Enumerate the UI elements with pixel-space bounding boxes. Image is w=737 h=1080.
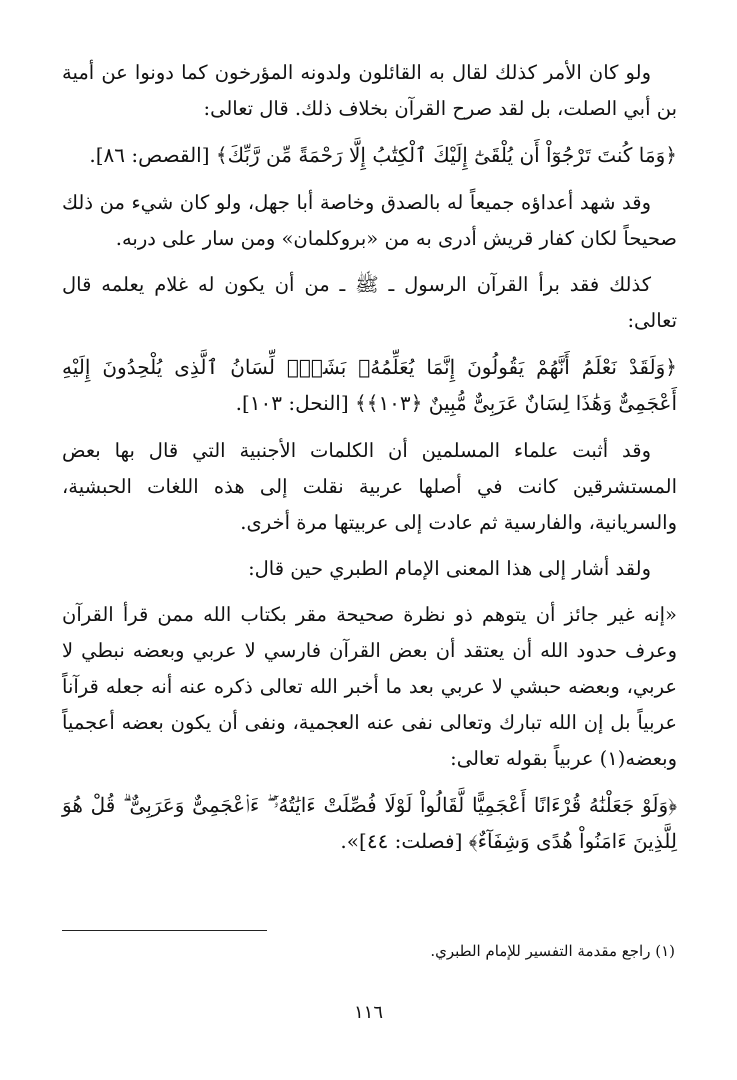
paragraph-scholars: وقد أثبت علماء المسلمين أن الكلمات الأجنبية التي قال بها بعض المستشرقين كانت في أصلها عربية نقلت إلى هذه اللغات الحبشية، والسريانية، والفارسية ثم عادت إلى عربيتها مرة أخرى. <box>62 439 677 534</box>
footnote-divider <box>62 930 267 931</box>
quran-verse-fussilat: ﴿وَلَوْ جَعَلْنَٰهُ قُرْءَانًا أَعْجَمِيًّا لَّقَالُواْ لَوْلَا فُصِّلَتْ ءَايَٰتُهُۥٓ ۖ ءَا۬عْجَمِىٌّ وَعَرَبِىٌّ ۗ قُلْ هُوَ لِلَّذِينَ ءَامَنُواْ هُدًى وَشِفَآءٌ﴾ [فصلت: ٤٤]». <box>62 793 677 853</box>
main-text <box>62 55 677 871</box>
paragraph-tabari-intro: ولقد أشار إلى هذا المعنى الإمام الطبري حين قال: <box>248 557 651 580</box>
tabari-quote: «إنه غير جائز أن يتوهم ذو نظرة صحيحة مقر بكتاب الله ممن قرأ القرآن وعرف حدود الله أن يعتقد أن بعض القرآن فارسي لا عربي وبعضه نبطي لا عربي، وبعضه حبشي لا عربي بعد ما أخبر الله تعالى ذكره عنه أنه جعله قرآناً عربياً بل إن الله تبارك وتعالى نفى عنه العجمية، ونفى أن يكون بعضه أعجمياً وبعضه(١) عربياً بقوله تعالى: <box>62 603 677 770</box>
page-number: ١١٦ <box>353 1002 383 1023</box>
paragraph-testimony: وقد شهد أعداؤه جميعاً له بالصدق وخاصة أبا جهل، ولو كان شيء من ذلك صحيحاً لكان كفار قريش أدرى به من «بروكلمان» ومن سار على دربه. <box>62 191 677 250</box>
paragraph-intro: ولو كان الأمر كذلك لقال به القائلون ولدونه المؤرخون كما دونوا عن أمية بن أبي الصلت، بل لقد صرح القرآن بخلاف ذلك. قال تعالى: <box>62 61 677 120</box>
footnote: (١) راجع مقدمة التفسير للإمام الطبري. <box>430 942 675 960</box>
quran-verse-nahl: ﴿وَلَقَدْ نَعْلَمُ أَنَّهُمْ يَقُولُونَ إِنَّمَا يُعَلِّمُهُۥ بَشَرٌۗ لِّسَانُ ٱلَّذِى يُلْحِدُونَ إِلَيْهِ أَعْجَمِىٌّ وَهَٰذَا لِسَانٌ عَرَبِىٌّ مُّبِينٌ ﴿١٠٣﴾﴾ [النحل: ١٠٣]. <box>62 355 677 415</box>
paragraph-acquittal: كذلك فقد برأ القرآن الرسول ـ ﷺ ـ من أن يكون له غلام يعلمه قال تعالى: <box>62 273 677 332</box>
quran-verse-qasas: ﴿وَمَا كُنتَ تَرْجُوٓاْ أَن يُلْقَىٰٓ إِلَيْكَ ٱلْكِتَٰبُ إِلَّا رَحْمَةً مِّن رَّبِّكَ﴾ [القصص: ٨٦]. <box>89 143 677 167</box>
